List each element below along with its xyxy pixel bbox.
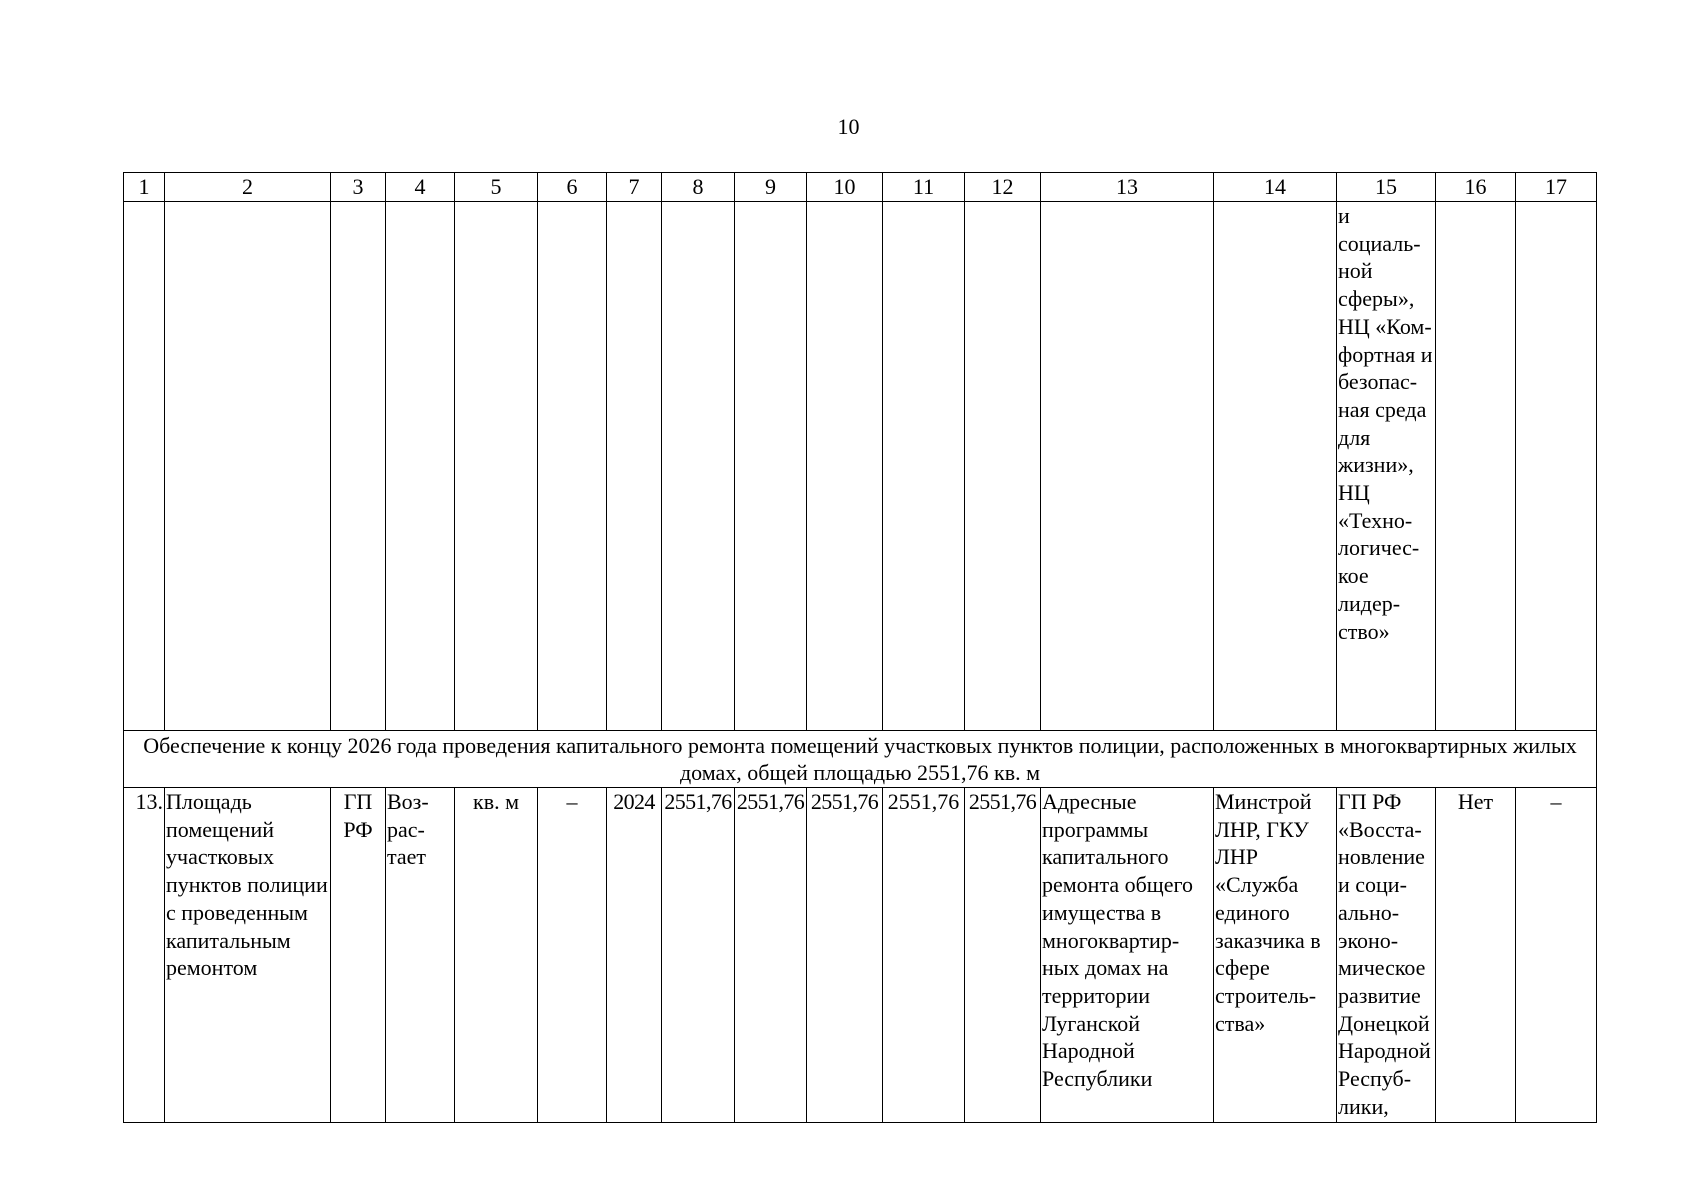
column-number-cell: 1	[124, 173, 165, 202]
column-number-cell: 12	[965, 173, 1041, 202]
value-cell: 2551,76	[735, 788, 807, 1123]
base-year: 2024	[607, 788, 662, 1123]
empty-cell	[965, 202, 1041, 731]
empty-cell	[735, 202, 807, 731]
indicators-table	[123, 172, 1597, 1123]
empty-cell	[1436, 202, 1516, 731]
column-number-cell: 14	[1214, 173, 1337, 202]
project-links-continuation: и социаль- ной сферы», НЦ «Ком- фортная и безопас- ная среда для жизни», НЦ «Техно- логичес- кое лидер- ство»	[1337, 202, 1436, 731]
empty-cell	[662, 202, 735, 731]
responsible-body: Минстрой ЛНР, ГКУ ЛНР «Служба единого заказчика в сфере строитель- ства»	[1214, 788, 1337, 1123]
empty-cell	[807, 202, 883, 731]
program-document: Адресные программы капитального ремонта общего имущества в многоквартир- ных домах на территории Луганской Народной Республики	[1041, 788, 1214, 1123]
column-number-cell: 8	[662, 173, 735, 202]
column-number-cell: 11	[883, 173, 965, 202]
column-number-cell: 5	[455, 173, 538, 202]
column-number-cell: 15	[1337, 173, 1436, 202]
row-number: 13.	[124, 788, 165, 1123]
table-row	[124, 788, 1597, 1123]
empty-cell	[331, 202, 386, 731]
empty-cell	[1041, 202, 1214, 731]
value-cell: 2551,76	[662, 788, 735, 1123]
column-number-cell: 9	[735, 173, 807, 202]
column-number-cell: 2	[165, 173, 331, 202]
empty-cell	[1214, 202, 1337, 731]
column-number-cell: 4	[386, 173, 455, 202]
column-number-cell: 17	[1516, 173, 1597, 202]
value-cell: 2551,76	[965, 788, 1041, 1123]
column-number-cell: 16	[1436, 173, 1516, 202]
empty-cell	[165, 202, 331, 731]
page-number: 10	[837, 114, 860, 139]
column-number-cell: 13	[1041, 173, 1214, 202]
empty-cell	[1516, 202, 1597, 731]
empty-cell	[883, 202, 965, 731]
column-number-cell: 6	[538, 173, 607, 202]
section-heading-row	[124, 731, 1597, 788]
section-heading: Обеспечение к концу 2026 года проведения капитального ремонта помещений участковых пунктов полиции, расположенных в многоквартирных жилых домах, общей площадью 2551,76 кв. м	[124, 731, 1597, 788]
column-number-cell: 7	[607, 173, 662, 202]
empty-cell	[124, 202, 165, 731]
information-system: Нет	[1436, 788, 1516, 1123]
column-number-cell: 10	[807, 173, 883, 202]
column-number-cell: 3	[331, 173, 386, 202]
note-cell: –	[1516, 788, 1597, 1123]
related-programs: ГП РФ «Восста- новление и соци- ально- эконо- мическое развитие Донецкой Народной Респуб- лики,	[1337, 788, 1436, 1123]
indicator-name: Площадь помещений участковых пунктов полиции с проведенным капитальным ремонтом	[165, 788, 331, 1123]
column-number-row	[124, 173, 1597, 202]
empty-cell	[455, 202, 538, 731]
trend-direction: Воз- рас- тает	[386, 788, 455, 1123]
indicator-level: ГП РФ	[331, 788, 386, 1123]
base-value: –	[538, 788, 607, 1123]
value-cell: 2551,76	[883, 788, 965, 1123]
empty-cell	[607, 202, 662, 731]
empty-cell	[538, 202, 607, 731]
continuation-row	[124, 202, 1597, 731]
unit-of-measure: кв. м	[455, 788, 538, 1123]
value-cell: 2551,76	[807, 788, 883, 1123]
empty-cell	[386, 202, 455, 731]
